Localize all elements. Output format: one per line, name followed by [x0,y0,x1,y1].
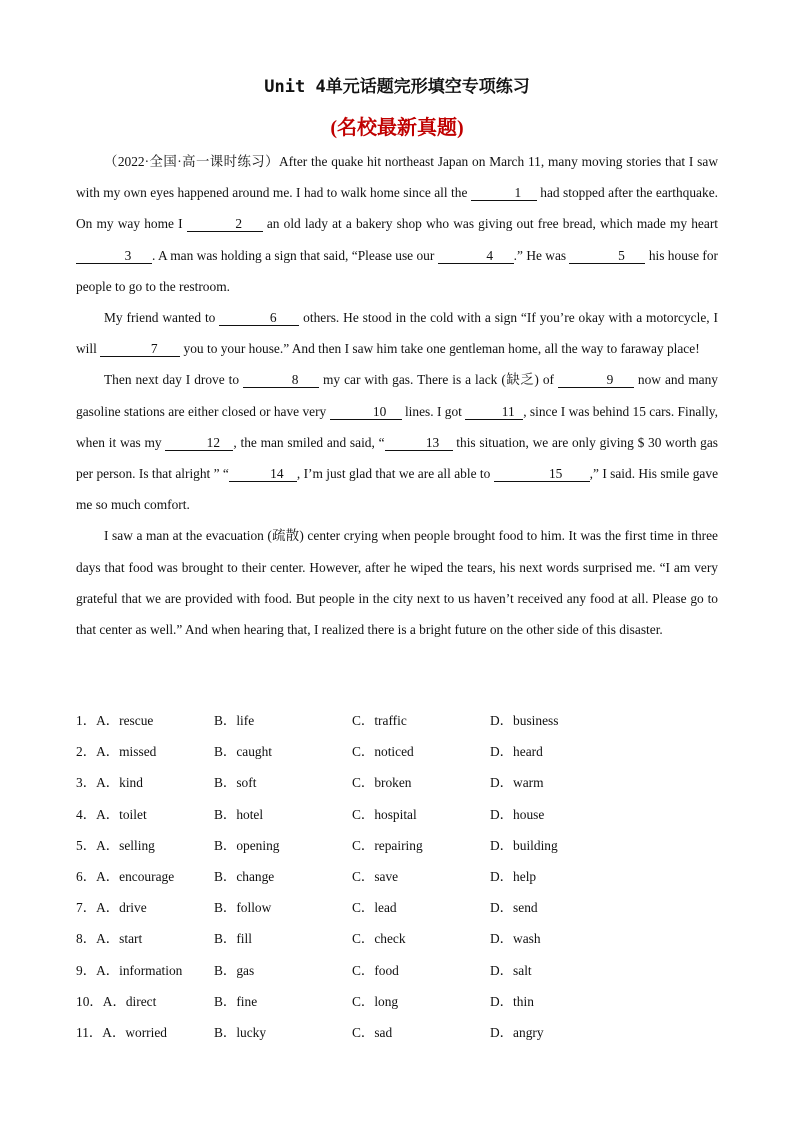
passage-text: I saw a man at the evacuation (疏散) center crying when people brought food to him. It was the first time in three days that food was brought to their center. However, after he wiped the tears, his next words surprised me. “I am very grateful that we are provided with food. But people in the city next to us haven’t received any food at all. Please go to that center as well.” And when hearing that, I realized there is a bright future on the other side of this disaster. [76,528,718,638]
blank-5[interactable]: 5 [569,248,645,264]
option-a[interactable]: 10．A．direct [76,993,157,1009]
option-c[interactable]: C．repairing [352,837,423,853]
option-a[interactable]: 6．A．encourage [76,868,175,884]
option-b[interactable]: B．lucky [214,1024,267,1040]
option-d[interactable]: D．business [490,713,559,728]
question-5-options [76,830,718,861]
blank-4[interactable]: 4 [438,248,514,264]
passage-text: , I’m just glad that we are all able to [296,466,494,482]
blank-15[interactable]: 15 [494,466,590,482]
option-d[interactable]: D．warm [490,775,544,791]
question-9-options [76,955,718,986]
option-b[interactable]: B．follow [214,900,272,916]
option-c[interactable]: C．lead [352,900,397,916]
option-c[interactable]: C．food [352,962,399,978]
option-d[interactable]: D．house [490,806,545,822]
question-2-options [76,736,718,767]
passage-text: （2022·全国·高一课时练习）After the quake hit northeast Japan on March 11, many moving stories that I saw with my own eyes happened around me. I had to walk home since all the [76,154,718,201]
option-b[interactable]: B．gas [214,962,255,978]
passage-text: an old lady at a bakery shop who was giving out free bread, which made my heart [262,216,718,232]
option-a[interactable]: 2．A．missed [76,744,157,760]
option-c[interactable]: C．hospital [352,806,417,822]
passage-text: My friend wanted to [104,310,220,326]
option-a[interactable]: 3．A．kind [76,775,143,791]
option-b[interactable]: B．fine [214,993,258,1009]
option-d[interactable]: D．angry [490,1024,544,1040]
blank-7[interactable]: 7 [100,341,180,357]
paragraph [76,302,718,364]
passage [76,146,718,645]
page-title: Unit 4单元话题完形填空专项练习 [264,77,530,97]
paragraph [76,146,718,302]
passage-text: his house for people to go to the restroom. [76,247,719,294]
answer-options [76,705,718,1048]
option-b[interactable]: B．hotel [214,806,264,822]
question-8-options [76,923,718,954]
question-4-options [76,799,718,830]
question-1-options [76,705,718,736]
passage-text: my car with gas. There is a lack (缺乏) of [319,372,558,388]
passage-text: , since I was behind 15 cars. Finally, when it was my [76,403,718,450]
question-10-options [76,986,718,1017]
option-d[interactable]: D．heard [490,744,543,760]
passage-text: .” He was [513,247,570,263]
option-c[interactable]: C．broken [352,775,412,791]
option-d[interactable]: D．send [490,900,538,916]
passage-text: others. He stood in the cold with a sign “If you’re okay with a motorcycle, I will [76,310,718,357]
option-b[interactable]: B．caught [214,744,273,760]
option-a[interactable]: 1．A．rescue [76,713,154,728]
option-a[interactable]: 7．A．drive [76,900,147,916]
option-a[interactable]: 4．A．toilet [76,806,147,822]
option-b[interactable]: B．change [214,868,275,884]
blank-6[interactable]: 6 [219,310,299,326]
option-a[interactable]: 9．A．information [76,962,183,978]
option-c[interactable]: C．noticed [352,744,414,760]
option-c[interactable]: C．save [352,868,399,884]
option-d[interactable]: D．salt [490,962,532,978]
blank-14[interactable]: 14 [229,466,297,482]
option-b[interactable]: B．fill [214,931,252,947]
passage-text: now and many gasoline stations are either closed or have very [76,372,718,419]
option-c[interactable]: C．check [352,931,406,947]
blank-1[interactable]: 1 [471,185,537,201]
blank-8[interactable]: 8 [243,372,319,388]
option-d[interactable]: D．building [490,837,558,853]
option-c[interactable]: C．sad [352,1024,393,1040]
blank-10[interactable]: 10 [330,404,402,420]
passage-text: . A man was holding a sign that said, “Please use our [152,247,438,263]
blank-2[interactable]: 2 [187,216,263,232]
passage-text: , the man smiled and said, “ [233,434,385,450]
question-7-options [76,892,718,923]
option-d[interactable]: D．thin [490,993,534,1009]
option-a[interactable]: 5．A．selling [76,837,155,853]
option-b[interactable]: B．life [214,713,255,728]
question-3-options [76,767,718,798]
option-b[interactable]: B．soft [214,775,257,791]
passage-text: had stopped after the earthquake. On my way home I [76,185,718,232]
blank-12[interactable]: 12 [165,435,233,451]
option-c[interactable]: C．traffic [352,713,407,728]
option-b[interactable]: B．opening [214,837,280,853]
option-d[interactable]: D．help [490,868,537,884]
option-c[interactable]: C．long [352,993,399,1009]
question-6-options [76,861,718,892]
passage-text: you to your house.” And then I saw him take one gentleman home, all the way to faraway place! [180,341,700,357]
blank-3[interactable]: 3 [76,248,152,264]
paragraph [76,520,718,645]
paragraph [76,364,718,520]
blank-9[interactable]: 9 [558,372,634,388]
blank-13[interactable]: 13 [385,435,453,451]
question-11-options [76,1017,718,1048]
option-a[interactable]: 11．A．worried [76,1024,167,1040]
page-subtitle: (名校最新真题) [330,117,464,139]
passage-text: this situation, we are only giving $ 30 worth gas per person. Is that alright ” “ [76,434,718,482]
passage-text: lines. I got [401,403,466,419]
passage-text: ,” I said. His smile gave me so much comfort. [76,466,719,513]
blank-11[interactable]: 11 [465,404,523,420]
passage-text: Then next day I drove to [104,372,244,388]
option-a[interactable]: 8．A．start [76,931,143,947]
option-d[interactable]: D．wash [490,931,541,947]
